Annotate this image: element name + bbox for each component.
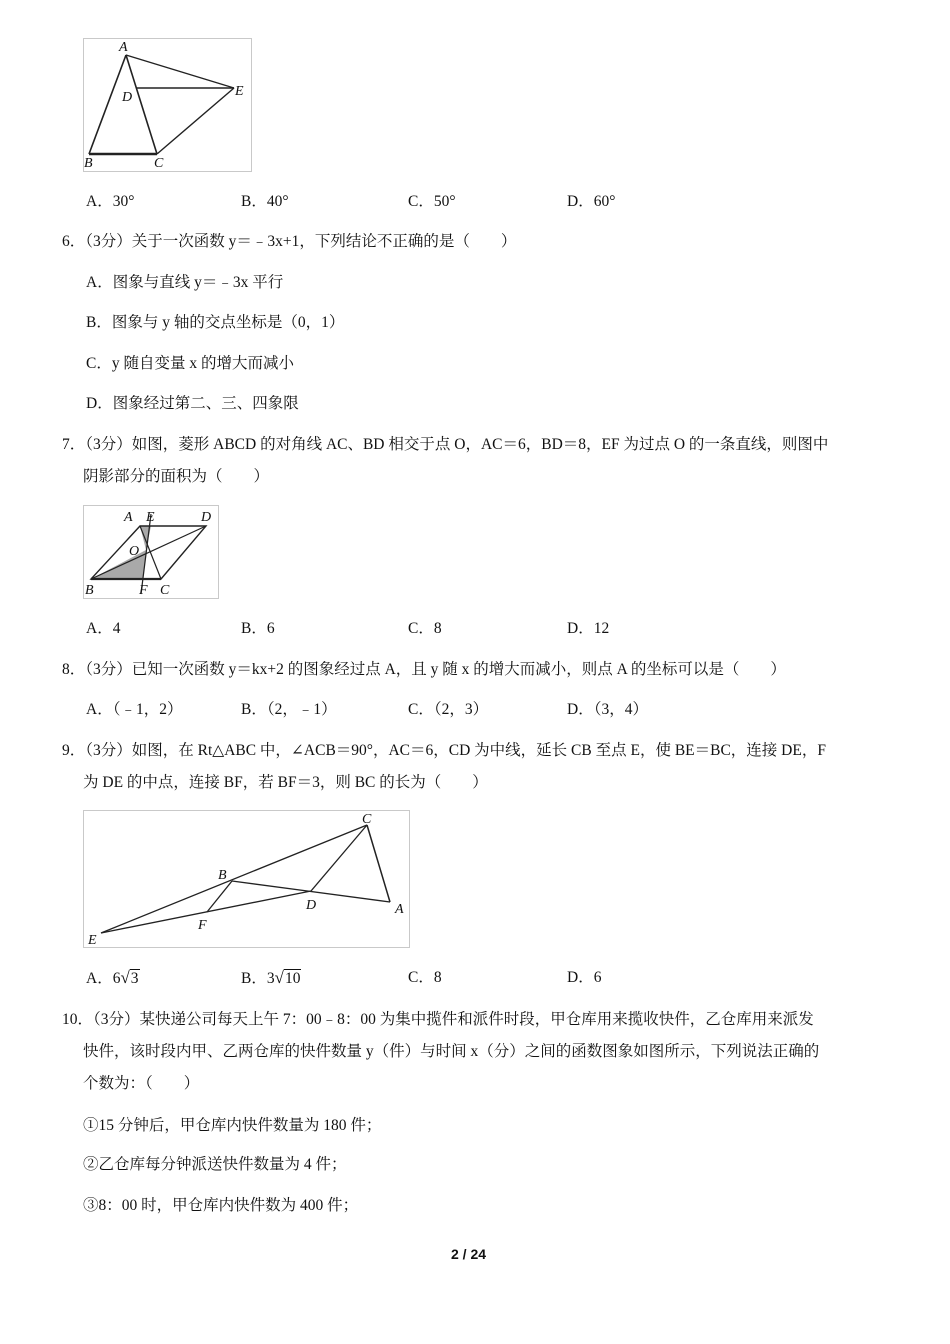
q9-label-f: F <box>198 918 207 933</box>
q10-statement-3: ③8：00 时，甲仓库内快件数为 400 件； <box>83 1197 359 1214</box>
q7-label-e: E <box>146 510 155 525</box>
sqrt-symbol: √ <box>120 968 130 987</box>
q6-stem: 6．（3分）关于一次函数 y＝﹣3x+1，下列结论不正确的是（ ） <box>62 233 517 250</box>
q7-diagram <box>84 506 218 598</box>
q5-option-d[interactable]: D．60° <box>567 193 616 210</box>
q7-label-a: A <box>124 510 133 525</box>
q7-option-d[interactable]: D．12 <box>567 620 610 637</box>
q9-option-a-prefix: A．6 <box>86 970 121 987</box>
q5-label-c: C <box>154 156 164 171</box>
q8-option-a[interactable]: A．（﹣1，2） <box>86 701 183 718</box>
q9-option-b[interactable] <box>241 968 301 989</box>
q9-option-b-radicand: 10 <box>284 970 301 987</box>
q9-option-a-radicand: 3 <box>130 970 139 987</box>
q9-figure <box>83 810 410 948</box>
sqrt-symbol: √ <box>274 968 284 987</box>
q7-label-o: O <box>129 544 140 559</box>
q6-option-a[interactable]: A．图象与直线 y＝﹣3x 平行 <box>86 274 284 291</box>
q6-option-c[interactable]: C．y 随自变量 x 的增大而减小 <box>86 355 294 372</box>
q6-option-d[interactable]: D．图象经过第二、三、四象限 <box>86 395 299 412</box>
q8-option-d[interactable]: D．（3，4） <box>567 701 648 718</box>
q9-label-a: A <box>395 902 404 917</box>
q5-label-a: A <box>119 40 128 55</box>
q7-figure <box>83 505 219 599</box>
q9-option-b-prefix: B．3 <box>241 970 275 987</box>
q5-label-b: B <box>84 156 93 171</box>
q7-option-b[interactable]: B．6 <box>241 620 275 637</box>
q7-stem-line2: 阴影部分的面积为（ ） <box>83 468 270 485</box>
q5-label-e: E <box>235 84 244 99</box>
q10-statement-2: ②乙仓库每分钟派送快件数量为 4 件； <box>83 1156 347 1173</box>
q9-label-c: C <box>362 812 372 827</box>
q10-stem-line2: 快件，该时段内甲、乙两仓库的快件数量 y（件）与时间 x（分）之间的函数图象如图所示，下列说法正确的 <box>83 1043 820 1060</box>
q7-label-b: B <box>85 583 94 598</box>
q7-option-a[interactable]: A．4 <box>86 620 121 637</box>
q7-label-d: D <box>201 510 212 525</box>
q9-option-a[interactable] <box>86 968 140 989</box>
q5-figure <box>83 38 252 172</box>
q9-stem-line2: 为 DE 的中点，连接 BF，若 BF＝3，则 BC 的长为（ ） <box>83 774 488 791</box>
q9-label-e: E <box>88 933 97 947</box>
q10-stem-line1: 10．（3分）某快递公司每天上午 7：00﹣8：00 为集中揽件和派件时段，甲仓库用来揽收快件，乙仓库用来派发 <box>62 1011 814 1028</box>
q10-statement-1: ①15 分钟后，甲仓库内快件数量为 180 件； <box>83 1117 382 1134</box>
q8-stem: 8．（3分）已知一次函数 y＝kx+2 的图象经过点 A，且 y 随 x 的增大而减小，则点 A 的坐标可以是（ ） <box>62 661 786 678</box>
q9-stem-line1: 9．（3分）如图，在 Rt△ABC 中，∠ACB＝90°，AC＝6，CD 为中线，延长 CB 至点 E，使 BE＝BC，连接 DE，F <box>62 742 826 759</box>
q9-label-d: D <box>306 898 317 913</box>
q7-label-c: C <box>160 583 170 598</box>
q5-option-c[interactable]: C．50° <box>408 193 456 210</box>
q5-option-a[interactable]: A．30° <box>86 193 135 210</box>
q9-diagram <box>84 811 409 947</box>
q10-stem-line3: 个数为：（ ） <box>83 1075 200 1092</box>
q6-option-b[interactable]: B．图象与 y 轴的交点坐标是（0，1） <box>86 314 345 331</box>
page-number: 2 / 24 <box>451 1246 487 1262</box>
q9-option-d[interactable]: D．6 <box>567 969 602 986</box>
q7-stem-line1: 7．（3分）如图，菱形 ABCD 的对角线 AC、BD 相交于点 O，AC＝6，BD＝8，EF 为过点 O 的一条直线，则图中 <box>62 436 829 453</box>
q5-label-d: D <box>122 90 133 105</box>
q9-option-c[interactable]: C．8 <box>408 969 442 986</box>
q5-option-b[interactable]: B．40° <box>241 193 289 210</box>
q9-label-b: B <box>218 868 227 883</box>
q7-label-f: F <box>139 583 148 598</box>
q5-diagram <box>84 39 251 171</box>
q7-option-c[interactable]: C．8 <box>408 620 442 637</box>
q8-option-b[interactable]: B．（2，﹣1） <box>241 701 337 718</box>
q8-option-c[interactable]: C．（2，3） <box>408 701 489 718</box>
